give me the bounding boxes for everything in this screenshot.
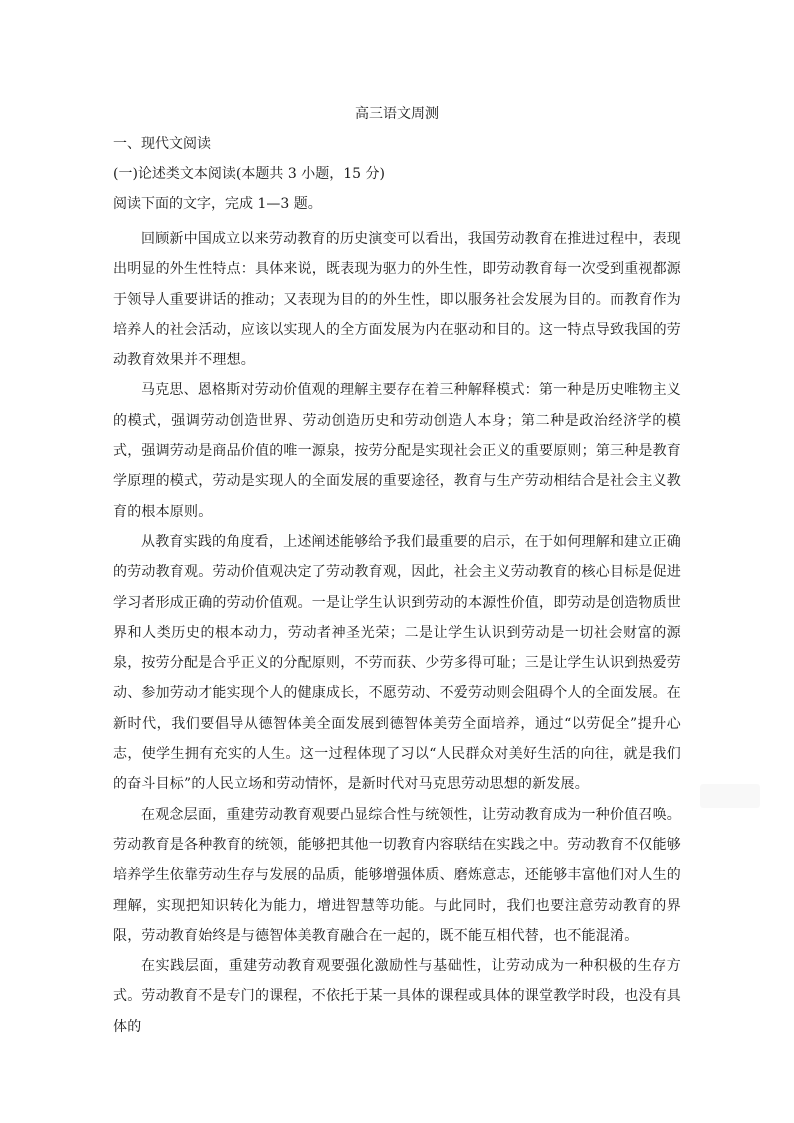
paragraph-5: 在实践层面，重建劳动教育观要强化激励性与基础性，让劳动成为一种积极的生存方式。劳动教育不是专门的课程，不依托于某一具体的课程或具体的课堂教学时段，也没有具体的 xyxy=(113,958,681,1035)
subsection-heading: (一)论述类文本阅读(本题共 3 小题，15 分) xyxy=(113,166,385,182)
paragraph-2: 马克思、恩格斯对劳动价值观的理解主要存在着三种解释模式：第一种是历史唯物主义的模式，强调劳动创造世界、劳动创造历史和劳动创造人本身；第二种是政治经济学的模式，强调劳动是商品价值的唯一源泉，按劳分配是实现社会正义的重要原则；第三种是教育学原理的模式，劳动是实现人的全面发展的重要途径，教育与生产劳动相结合是社会主义教育的根本原则。 xyxy=(113,382,681,520)
faint-watermark xyxy=(700,784,760,808)
paragraph-4: 在观念层面，重建劳动教育观要凸显综合性与统领性，让劳动教育成为一种价值召唤。劳动教育是各种教育的统领，能够把其他一切教育内容联结在实践之中。劳动教育不仅能够培养学生依靠劳动生存与发展的品质，能够增强体质、磨炼意志，还能够丰富他们对人生的理解，实现把知识转化为能力，增进智慧等功能。与此同时，我们也要注意劳动教育的界限，劳动教育始终是与德智体美教育融合在一起的，既不能互相代替，也不能混淆。 xyxy=(113,806,681,944)
instruction-text: 阅读下面的文字，完成 1—3 题。 xyxy=(113,196,322,212)
article-body xyxy=(113,224,681,1042)
section-heading: 一、现代文阅读 xyxy=(113,136,211,152)
paragraph-3: 从教育实践的角度看，上述阐述能够给予我们最重要的启示，在于如何理解和建立正确的劳动教育观。劳动价值观决定了劳动教育观，因此，社会主义劳动教育的核心目标是促进学习者形成正确的劳动价值观。一是让学生认识到劳动的本源性价值，即劳动是创造物质世界和人类历史的根本动力，劳动者神圣光荣；二是让学生认识到劳动是一切社会财富的源泉，按劳分配是合乎正义的分配原则，不劳而获、少劳多得可耻；三是让学生认识到热爱劳动、参加劳动才能实现个人的健康成长，不愿劳动、不爱劳动则会阻碍个人的全面发展。在新时代，我们要倡导从德智体美全面发展到德智体美劳全面培养，通过“以劳促全”提升心志，使学生拥有充实的人生。这一过程体现了习以“人民群众对美好生活的向往，就是我们的奋斗目标”的人民立场和劳动情怀，是新时代对马克思劳动思想的新发展。 xyxy=(113,533,681,793)
document-title: 高三语文周测 xyxy=(355,106,439,122)
paragraph-1: 回顾新中国成立以来劳动教育的历史演变可以看出，我国劳动教育在推进过程中，表现出明显的外生性特点：具体来说，既表现为驱力的外生性，即劳动教育每一次受到重视都源于领导人重要讲话的推动；又表现为目的的外生性，即以服务社会发展为目的。而教育作为培养人的社会活动，应该以实现人的全方面发展为内在驱动和目的。这一特点导致我国的劳动教育效果并不理想。 xyxy=(113,231,681,369)
